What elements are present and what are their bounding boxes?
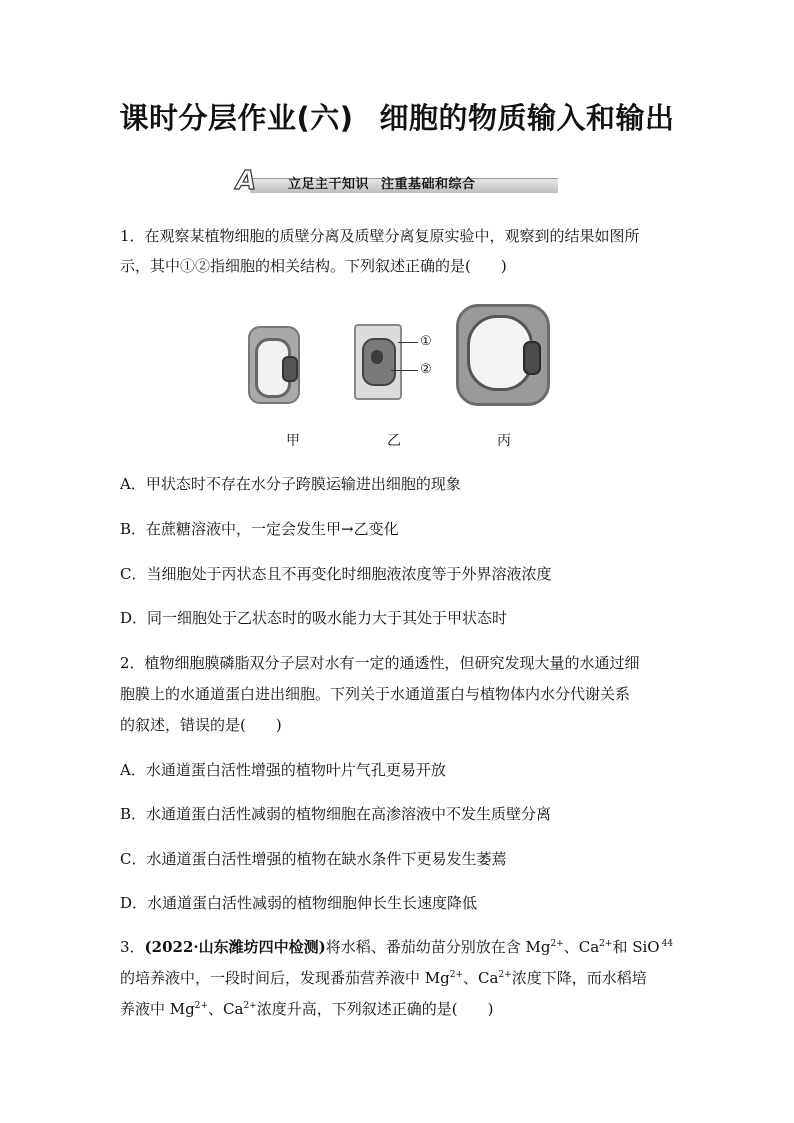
- q3-text-2c: 浓度下降，而水稻培: [511, 969, 647, 987]
- page-title: [0, 96, 794, 137]
- caption-bing: 丙: [497, 433, 511, 449]
- q1-option-d: D．同一细胞处于乙状态时的吸水能力大于其处于甲状态时: [120, 609, 508, 627]
- section-left: 立足主干知识: [288, 177, 370, 192]
- q2-option-a: A．水通道蛋白活性增强的植物叶片气孔更易开放: [120, 761, 446, 779]
- q3-sup-ca2: 2+: [498, 970, 512, 980]
- q2-option-b: B．水通道蛋白活性减弱的植物细胞在高渗溶液中不发生质壁分离: [120, 805, 552, 823]
- caption-yi: 乙: [387, 433, 401, 449]
- cell-figure: [246, 304, 546, 454]
- q3-text-3b: 、Ca: [208, 1000, 244, 1018]
- title-part2: 细胞的物质输入和输出: [379, 101, 675, 135]
- q3-text-2a: 的培养液中，一段时间后，发现番茄营养液中 Mg: [120, 969, 450, 987]
- q3-text-3c: 浓度升高，下列叙述正确的是( ): [256, 1000, 494, 1018]
- q3-line1: [120, 936, 673, 957]
- q3-sup-mg2: 2+: [449, 970, 464, 980]
- cell-jia-image: [248, 326, 300, 404]
- q3-number: 3．: [120, 938, 145, 956]
- q3-text-3a: 养液中 Mg: [120, 1000, 195, 1018]
- section-banner: [236, 166, 558, 196]
- q3-line2: [120, 967, 647, 988]
- q3-source: (2022·山东潍坊四中检测): [144, 938, 326, 956]
- q3-text-2b: 、Ca: [463, 969, 499, 987]
- q3-line3: [120, 998, 493, 1019]
- q2-line3: 的叙述，错误的是( ): [120, 716, 282, 734]
- section-title: [288, 173, 476, 192]
- q3-sup-ca: 2+: [599, 939, 613, 949]
- title-part1: 课时分层作业(六): [119, 101, 354, 135]
- cell-bing-image: [456, 304, 550, 406]
- q2-line2: 胞膜上的水通道蛋白进出细胞。下列关于水通道蛋白与植物体内水分代谢关系: [120, 685, 631, 703]
- q3-sup-mg3: 2+: [194, 1001, 209, 1011]
- q1-line1: 1．在观察某植物细胞的质壁分离及质壁分离复原实验中，观察到的结果如图所: [120, 227, 640, 245]
- q1-option-a: A．甲状态时不存在水分子跨膜运输进出细胞的现象: [120, 475, 461, 493]
- cell-yi-image: [354, 324, 402, 400]
- q3-sup-mg: 2+: [550, 939, 564, 949]
- q3-text-1b: 、Ca: [563, 938, 600, 956]
- q1-option-c: C．当细胞处于丙状态且不再变化时细胞液浓度等于外界溶液浓度: [120, 565, 552, 583]
- q1-option-b: B．在蔗糖溶液中，一定会发生甲→乙变化: [120, 520, 399, 538]
- caption-jia: 甲: [286, 433, 300, 449]
- section-letter: A: [236, 166, 257, 196]
- q2-option-c: C．水通道蛋白活性增强的植物在缺水条件下更易发生萎蔫: [120, 850, 507, 868]
- cell-yi-nucleus: [371, 350, 383, 364]
- cell-bing-nucleus: [523, 341, 541, 375]
- q3-sup-sio: 44: [661, 939, 674, 949]
- q3-text-1c: 和 SiO: [612, 938, 660, 956]
- cell-jia-nucleus: [282, 356, 298, 382]
- q1-line2: 示，其中①②指细胞的相关结构。下列叙述正确的是( ): [120, 257, 507, 275]
- marker-2: ②: [420, 362, 432, 377]
- q2-option-d: D．水通道蛋白活性减弱的植物细胞伸长生长速度降低: [120, 894, 478, 912]
- marker-line-1: [398, 342, 418, 343]
- q3-text-1a: 将水稻、番茄幼苗分别放在含 Mg: [325, 938, 551, 956]
- q2-line1: 2．植物细胞膜磷脂双分子层对水有一定的通透性，但研究发现大量的水通过细: [120, 654, 640, 672]
- section-right: 注重基础和综合: [381, 177, 476, 192]
- marker-1: ①: [420, 334, 432, 349]
- q3-sup-ca3: 2+: [243, 1001, 257, 1011]
- marker-line-2: [391, 370, 418, 371]
